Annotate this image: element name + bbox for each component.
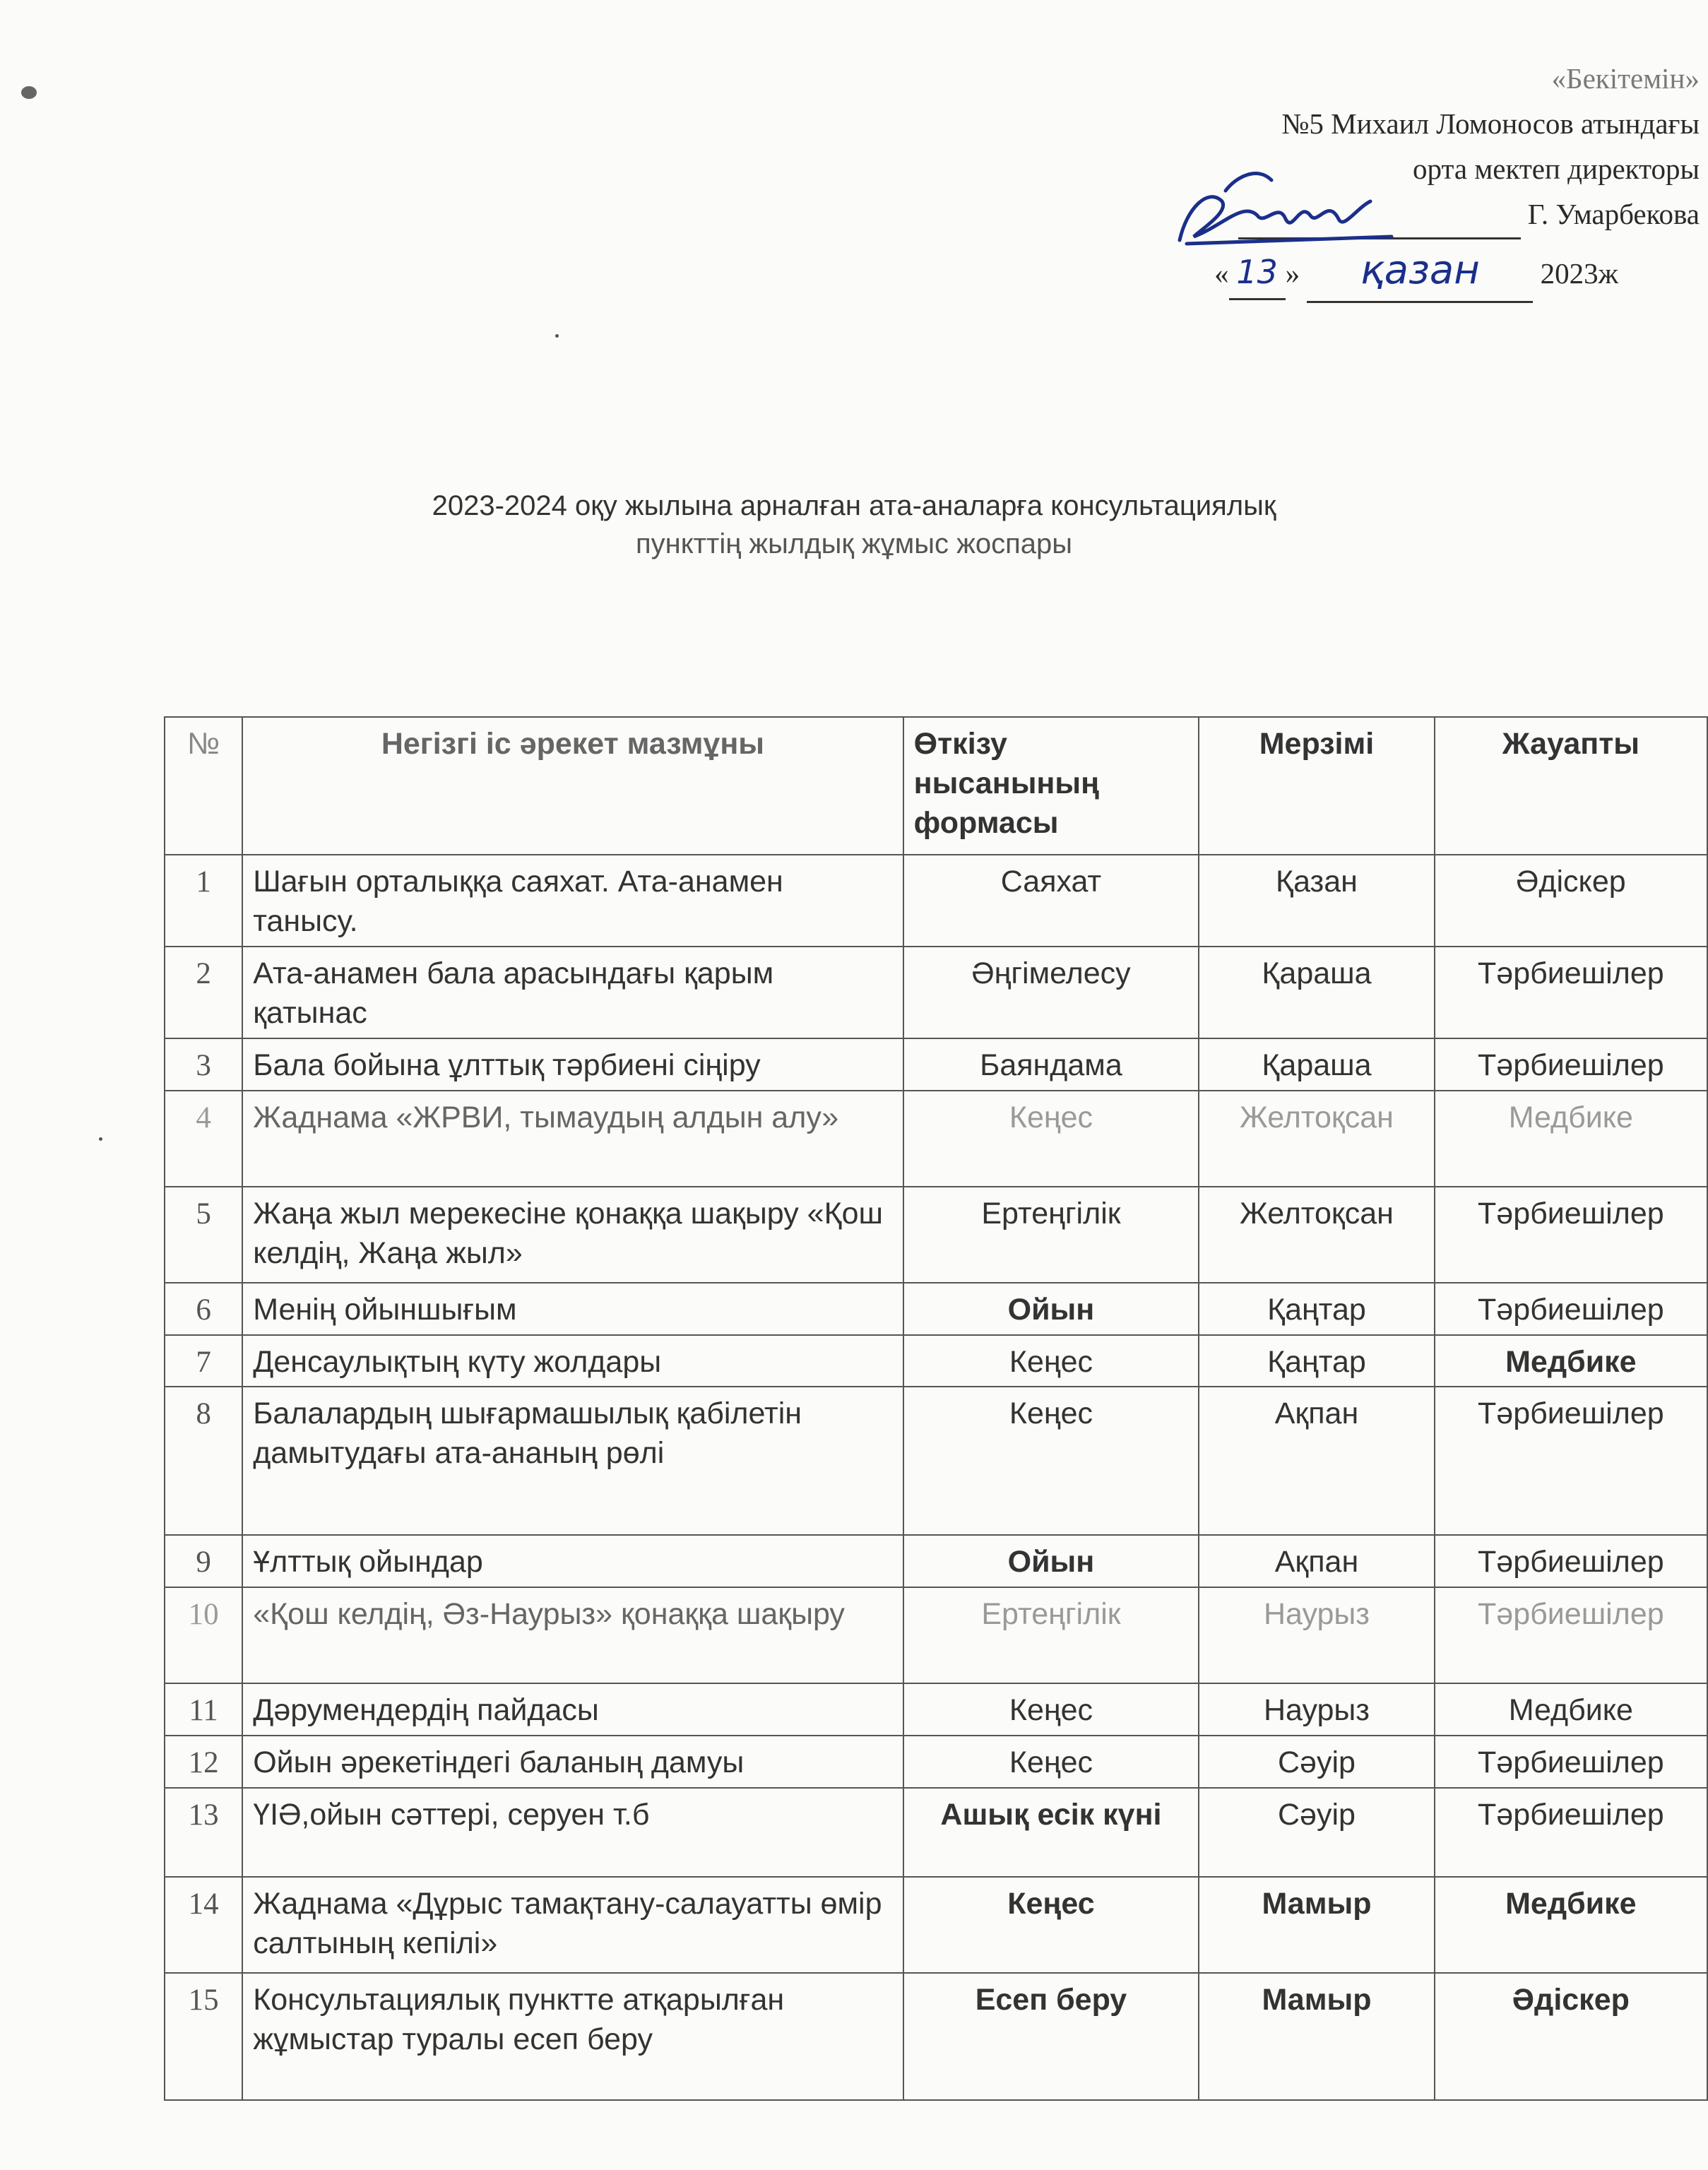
table-row (165, 1038, 1707, 1091)
row-form: Ертеңгілік (903, 1587, 1199, 1683)
row-form: Ертеңгілік (903, 1187, 1199, 1283)
row-form: Саяхат (903, 855, 1199, 947)
row-number: 5 (165, 1187, 242, 1283)
row-responsible: Медбике (1435, 1683, 1707, 1736)
row-activity: Денсаулықтың күту жолдары (242, 1335, 903, 1387)
row-date: Мамыр (1199, 1877, 1434, 1973)
row-responsible: Тәрбиешілер (1435, 1187, 1707, 1283)
table-row (165, 1283, 1707, 1335)
row-responsible: Тәрбиешілер (1435, 1587, 1707, 1683)
row-activity: Жаднама «Дұрыс тамақтану-салауатты өмір салтының кепілі» (242, 1877, 903, 1973)
table-row (165, 1091, 1707, 1187)
row-activity: Дәрумендердің пайдасы (242, 1683, 903, 1736)
table-row (165, 947, 1707, 1038)
row-form: Кеңес (903, 1736, 1199, 1788)
row-date: Наурыз (1199, 1587, 1434, 1683)
row-activity: Жаңа жыл мерекесіне қонаққа шақыру «Қош келдің, Жаңа жыл» (242, 1187, 903, 1283)
row-responsible: Әдіскер (1435, 1973, 1707, 2100)
row-form: Кеңес (903, 1091, 1199, 1187)
row-number: 8 (165, 1387, 242, 1535)
table-row (165, 1683, 1707, 1736)
row-date: Сәуір (1199, 1788, 1434, 1877)
row-form: Әңгімелесу (903, 947, 1199, 1038)
row-date: Ақпан (1199, 1535, 1434, 1587)
director-name: Г. Умарбекова (1527, 197, 1700, 230)
row-form: Ойын (903, 1283, 1199, 1335)
row-activity: Жаднама «ЖРВИ, тымаудың алдын алу» (242, 1091, 903, 1187)
table-row (165, 1877, 1707, 1973)
row-responsible: Тәрбиешілер (1435, 1038, 1707, 1091)
row-number: 2 (165, 947, 242, 1038)
scan-speck (555, 334, 559, 338)
approval-school: №5 Михаил Ломоносов атындағы (1281, 107, 1700, 140)
row-date: Мамыр (1199, 1973, 1434, 2100)
table-row (165, 1535, 1707, 1587)
row-activity: Менің ойыншығым (242, 1283, 903, 1335)
row-activity: Ойын әрекетіндегі баланың дамуы (242, 1736, 903, 1788)
row-number: 4 (165, 1091, 242, 1187)
row-number: 13 (165, 1788, 242, 1877)
row-activity: Ұлттық ойындар (242, 1535, 903, 1587)
row-number: 11 (165, 1683, 242, 1736)
row-responsible: Тәрбиешілер (1435, 1283, 1707, 1335)
row-number: 1 (165, 855, 242, 947)
row-number: 14 (165, 1877, 242, 1973)
row-responsible: Тәрбиешілер (1435, 947, 1707, 1038)
row-activity: ҮІӘ,ойын сәттері, серуен т.б (242, 1788, 903, 1877)
row-form: Баяндама (903, 1038, 1199, 1091)
row-date: Сәуір (1199, 1736, 1434, 1788)
scan-speck (99, 1137, 102, 1141)
table-row (165, 1187, 1707, 1283)
row-date: Қазан (1199, 855, 1434, 947)
row-number: 7 (165, 1335, 242, 1387)
row-number: 10 (165, 1587, 242, 1683)
row-activity: «Қош келдің, Әз-Наурыз» қонаққа шақыру (242, 1587, 903, 1683)
scan-speck (21, 86, 37, 99)
row-form: Кеңес (903, 1387, 1199, 1535)
row-date: Наурыз (1199, 1683, 1434, 1736)
director-signature (1158, 159, 1427, 265)
row-number: 9 (165, 1535, 242, 1587)
row-date: Қаңтар (1199, 1283, 1434, 1335)
table-header-row (165, 717, 1707, 855)
header-activity: Негізгі іс әрекет мазмұны (242, 717, 903, 855)
row-form: Ашық есік күні (903, 1788, 1199, 1877)
row-form: Ойын (903, 1535, 1199, 1587)
table-row (165, 1587, 1707, 1683)
plan-table (164, 716, 1708, 2101)
row-activity: Консультациялық пунктте атқарылған жұмыстар туралы есеп беру (242, 1973, 903, 2100)
row-activity: Шағын орталыққа саяхат. Ата-анамен танысу. (242, 855, 903, 947)
row-form: Кеңес (903, 1335, 1199, 1387)
row-responsible: Тәрбиешілер (1435, 1788, 1707, 1877)
row-activity: Балалардың шығармашылық қабілетін дамытудағы ата-ананың рөлі (242, 1387, 903, 1535)
row-form: Кеңес (903, 1683, 1199, 1736)
table-body (165, 855, 1707, 2100)
row-date: Желтоқсан (1199, 1091, 1434, 1187)
date-open-quote: « (1214, 256, 1229, 290)
date-year: 2023ж (1540, 256, 1618, 290)
row-form: Есеп беру (903, 1973, 1199, 2100)
row-responsible: Тәрбиешілер (1435, 1387, 1707, 1535)
title-line-1: 2023-2024 оқу жылына арналған ата-аналарға консультациялық (432, 490, 1276, 521)
row-number: 3 (165, 1038, 242, 1091)
row-responsible: Тәрбиешілер (1435, 1535, 1707, 1587)
row-number: 15 (165, 1973, 242, 2100)
table-row (165, 1387, 1707, 1535)
row-date: Қараша (1199, 947, 1434, 1038)
row-date: Қараша (1199, 1038, 1434, 1091)
date-close-quote: » (1285, 256, 1300, 290)
row-date: Қаңтар (1199, 1335, 1434, 1387)
table-row (165, 1736, 1707, 1788)
row-responsible: Тәрбиешілер (1435, 1736, 1707, 1788)
date-day-handwritten: 13 (1236, 252, 1278, 291)
document-title (0, 487, 1708, 563)
header-date: Мерзімі (1199, 717, 1434, 855)
table-row (165, 1788, 1707, 1877)
row-activity: Ата-анамен бала арасындағы қарым қатынас (242, 947, 903, 1038)
approval-heading: «Бекітемін» (1551, 62, 1700, 95)
header-number: № (165, 717, 242, 855)
row-date: Ақпан (1199, 1387, 1434, 1535)
row-date: Желтоқсан (1199, 1187, 1434, 1283)
title-line-2: пункттің жылдық жұмыс жоспары (635, 528, 1072, 559)
row-activity: Бала бойына ұлттық тәрбиені сіңіру (242, 1038, 903, 1091)
row-number: 12 (165, 1736, 242, 1788)
row-form: Кеңес (903, 1877, 1199, 1973)
table-row (165, 855, 1707, 947)
row-number: 6 (165, 1283, 242, 1335)
row-responsible: Әдіскер (1435, 855, 1707, 947)
table-row (165, 1335, 1707, 1387)
row-responsible: Медбике (1435, 1335, 1707, 1387)
row-responsible: Медбике (1435, 1091, 1707, 1187)
header-form: Өткізу нысанының формасы (903, 717, 1199, 855)
header-responsible: Жауапты (1435, 717, 1707, 855)
table-row (165, 1973, 1707, 2100)
date-month-handwritten: қазан (1360, 247, 1480, 293)
row-responsible: Медбике (1435, 1877, 1707, 1973)
approval-position: орта мектеп директоры (1413, 152, 1700, 185)
